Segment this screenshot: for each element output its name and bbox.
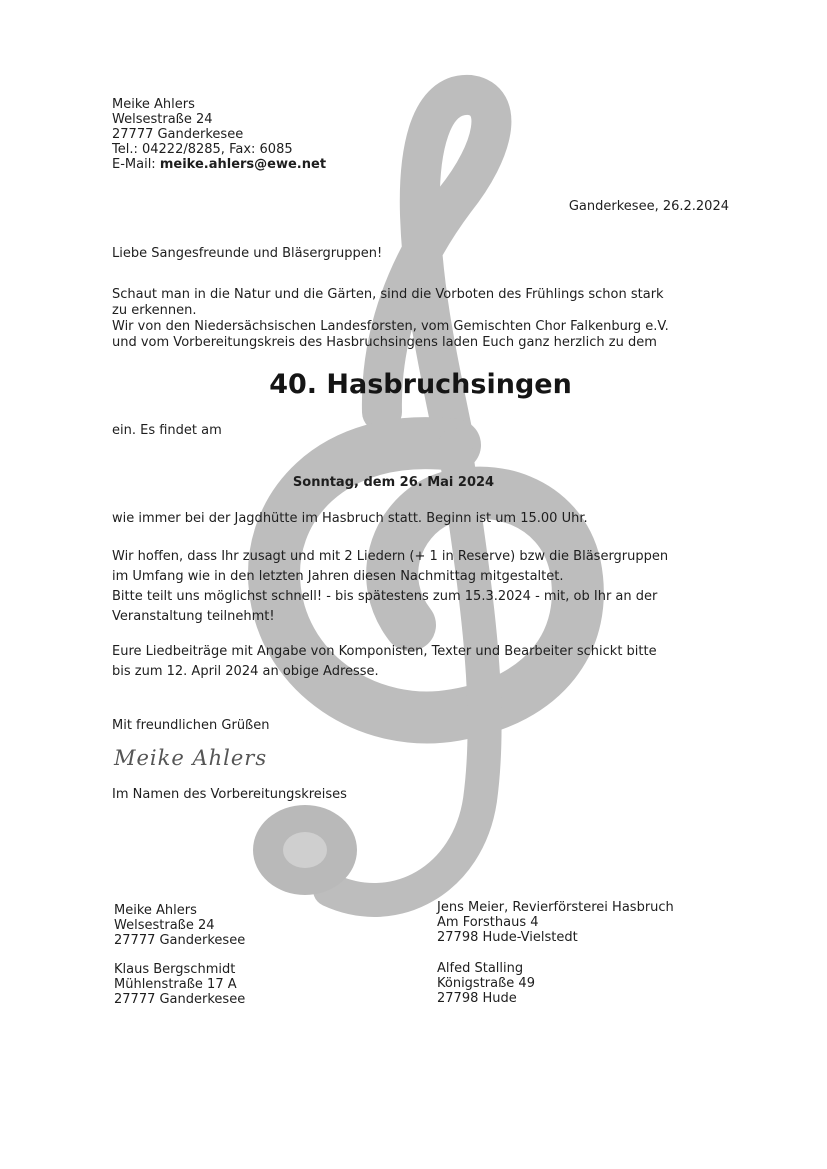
- participation-line: im Umfang wie in den letzten Jahren diesen Nachmittag mitgestaltet.: [112, 569, 564, 584]
- contact-city: 27798 Hude-Vielstedt: [437, 930, 578, 945]
- contact-street: Königstraße 49: [437, 976, 535, 991]
- sender-name: Meike Ahlers: [112, 97, 195, 112]
- sender-city: 27777 Ganderkesee: [112, 127, 244, 142]
- contact-name: Alfed Stalling: [437, 961, 524, 976]
- event-date: Sonntag, dem 26. Mai 2024: [292, 475, 495, 490]
- closing-phrase: Mit freundlichen Grüßen: [112, 718, 270, 733]
- event-location: wie immer bei der Jagdhütte im Hasbruch statt. Beginn ist um 15.00 Uhr.: [112, 511, 588, 526]
- contact-card: [437, 961, 535, 1006]
- contact-city: 27777 Ganderkesee: [114, 992, 246, 1007]
- contact-name: Klaus Bergschmidt: [114, 962, 236, 977]
- participation-paragraph: [112, 547, 668, 627]
- participation-line: Veranstaltung teilnehmt!: [112, 609, 275, 624]
- contact-street: Am Forsthaus 4: [437, 915, 539, 930]
- event-intro-text: ein. Es findet am: [112, 423, 222, 438]
- intro-line: und vom Vorbereitungskreis des Hasbruchsingens laden Euch ganz herzlich zu dem: [112, 335, 657, 350]
- intro-paragraph: [112, 287, 669, 351]
- letter-date: Ganderkesee, 26.2.2024: [568, 199, 729, 214]
- sender-address: [112, 97, 326, 172]
- contribution-line: Eure Liedbeiträge mit Angabe von Komponisten, Texter und Bearbeiter schickt bitte: [112, 644, 657, 659]
- contact-street: Mühlenstraße 17 A: [114, 977, 237, 992]
- greeting: Liebe Sangesfreunde und Bläsergruppen!: [112, 246, 383, 261]
- contact-card: [114, 903, 245, 948]
- intro-line: Schaut man in die Natur und die Gärten, sind die Vorboten des Frühlings schon stark: [112, 287, 664, 302]
- contact-name: Jens Meier, Revierförsterei Hasbruch: [437, 900, 674, 915]
- on-behalf-line: Im Namen des Vorbereitungskreises: [112, 787, 347, 802]
- contribution-paragraph: [112, 642, 657, 682]
- email-address[interactable]: meike.ahlers@ewe.net: [159, 157, 327, 172]
- intro-line: zu erkennen.: [112, 303, 197, 318]
- email-label: E-Mail:: [112, 157, 156, 172]
- participation-line: Wir hoffen, dass Ihr zusagt und mit 2 Liedern (+ 1 in Reserve) bzw die Bläsergruppen: [112, 549, 669, 564]
- contribution-line: bis zum 12. April 2024 an obige Adresse.: [112, 664, 379, 679]
- contact-card: [437, 900, 674, 945]
- contact-card: [114, 962, 245, 1007]
- contact-street: Welsestraße 24: [114, 918, 215, 933]
- signature: Meike Ahlers: [114, 746, 268, 770]
- event-title: 40. Hasbruchsingen: [269, 369, 572, 400]
- sender-email-line: [112, 157, 326, 172]
- participation-line: Bitte teilt uns möglichst schnell! - bis spätestens zum 15.3.2024 - mit, ob Ihr an der: [112, 589, 658, 604]
- contact-city: 27798 Hude: [437, 991, 517, 1006]
- contact-city: 27777 Ganderkesee: [114, 933, 246, 948]
- sender-street: Welsestraße 24: [112, 112, 213, 127]
- intro-line: Wir von den Niedersächsischen Landesforsten, vom Gemischten Chor Falkenburg e.V.: [112, 319, 669, 334]
- contact-name: Meike Ahlers: [114, 903, 197, 918]
- sender-phone-fax: Tel.: 04222/8285, Fax: 6085: [112, 142, 293, 157]
